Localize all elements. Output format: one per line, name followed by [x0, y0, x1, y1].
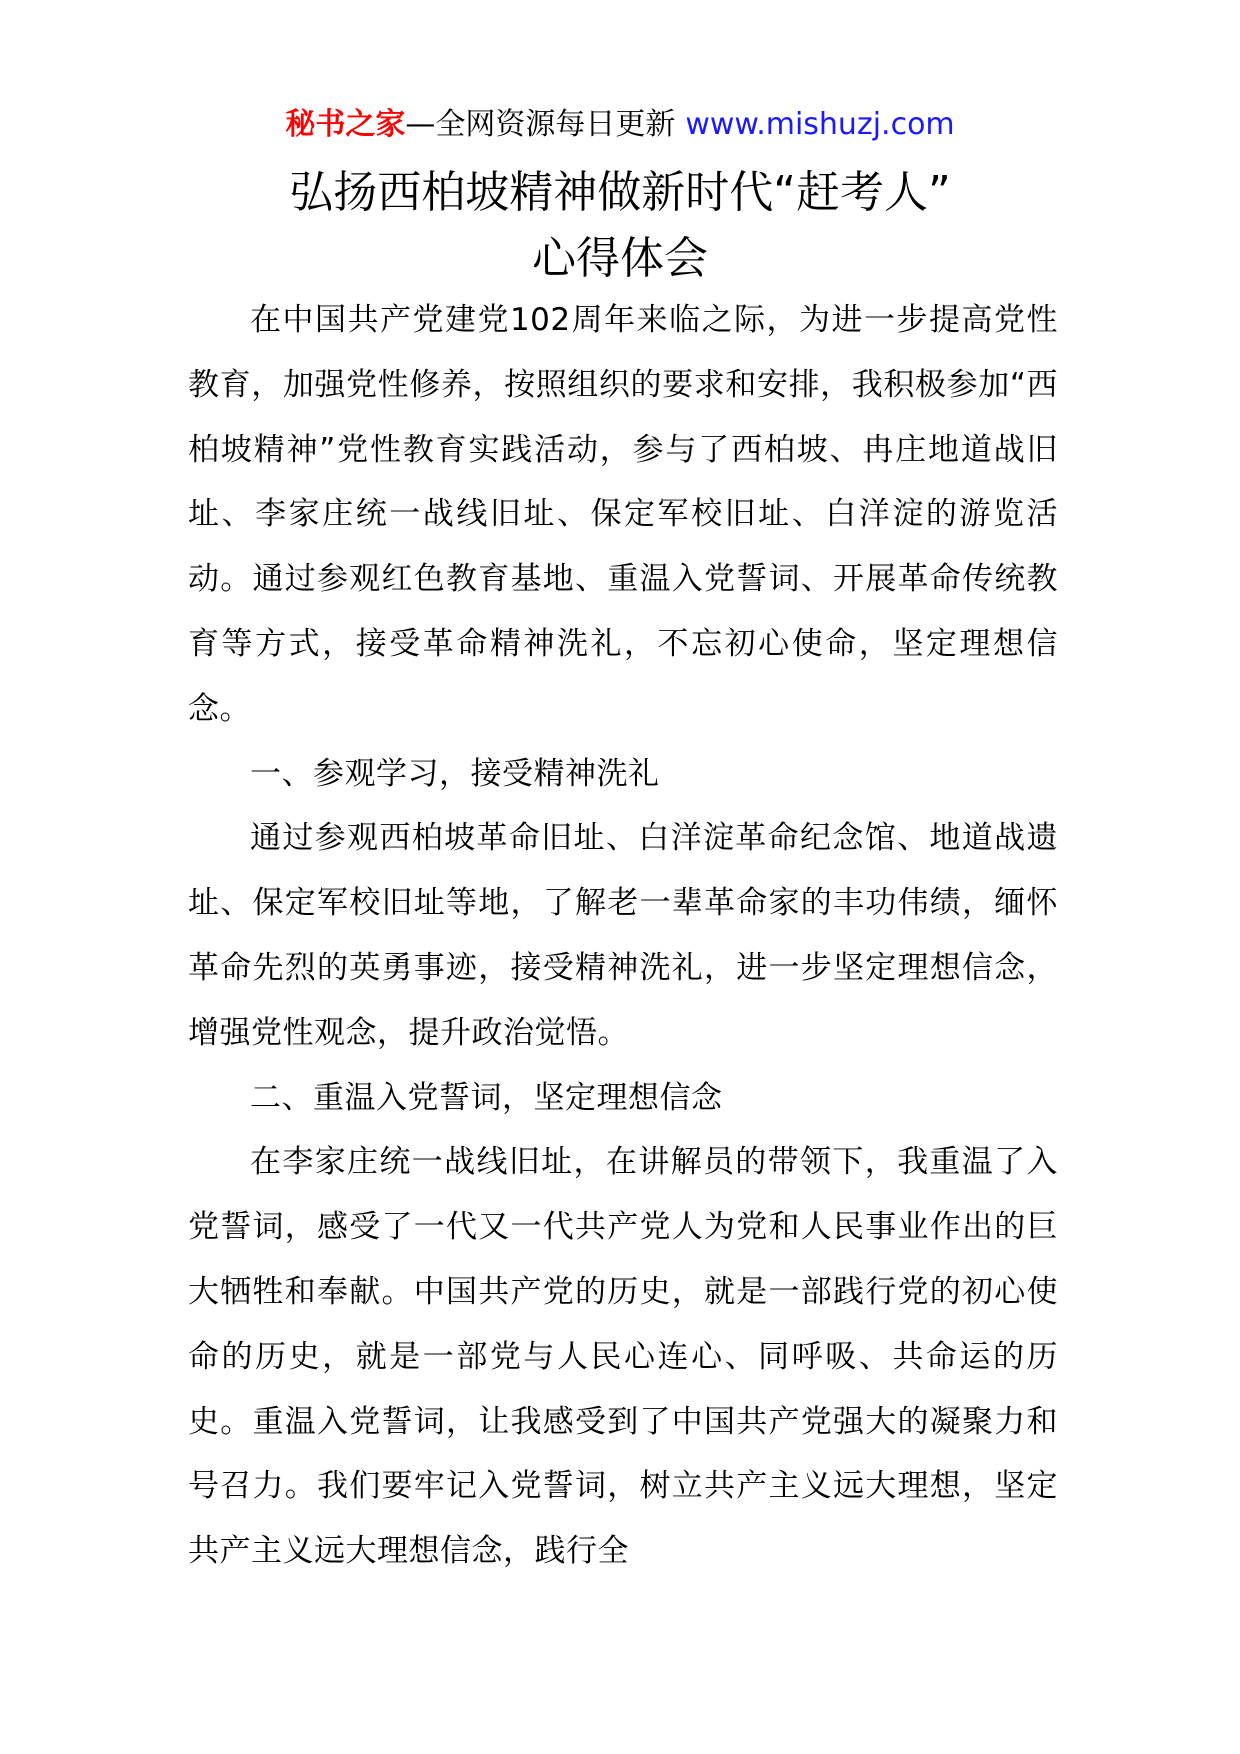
paragraph-section-1: 通过参观西柏坡革命旧址、白洋淀革命纪念馆、地道战遗址、保定军校旧址等地，了解老一辈革命家的丰功伟绩，缅怀革命先烈的英勇事迹，接受精神洗礼，进一步坚定理想信念，增强党性观念，提升政治觉悟。 — [188, 820, 1058, 1051]
document-body — [188, 288, 1058, 1584]
title-line-1: 弘扬西柏坡精神做新时代“赶考人” — [289, 167, 951, 218]
header-tagline: —全网资源每日更新 — [405, 107, 676, 142]
paragraph-intro: 在中国共产党建党102周年来临之际，为进一步提高党性教育，加强党性修养，按照组织的要求和安排，我积极参加“西柏坡精神”党性教育实践活动，参与了西柏坡、冉庄地道战旧址、李家庄统一战线旧址、保定军校旧址、白洋淀的游览活动。通过参观红色教育基地、重温入党誓词、开展革命传统教育等方式，接受革命精神洗礼，不忘初心使命，坚定理想信念。 — [188, 302, 1058, 727]
section-heading-2: 二、重温入党誓词，坚定理想信念 — [250, 1079, 723, 1116]
site-header — [0, 100, 1240, 150]
brand-name: 秘书之家 — [285, 107, 406, 142]
section-heading-1: 一、参观学习，接受精神洗礼 — [250, 755, 660, 792]
site-url-link[interactable]: www.mishuzj.com — [685, 107, 955, 142]
paragraph-section-2: 在李家庄统一战线旧址，在讲解员的带领下，我重温了入党誓词，感受了一代又一代共产党人为党和人民事业作出的巨大牺牲和奉献。中国共产党的历史，就是一部践行党的初心使命的历史，就是一部党与人民心连心、同呼吸、共命运的历史。重温入党誓词，让我感受到了中国共产党强大的凝聚力和号召力。我们要牢记入党誓词，树立共产主义远大理想，坚定共产主义远大理想信念，践行全 — [188, 1144, 1058, 1570]
title-line-2: 心得体会 — [532, 233, 708, 284]
document-title — [0, 160, 1240, 292]
